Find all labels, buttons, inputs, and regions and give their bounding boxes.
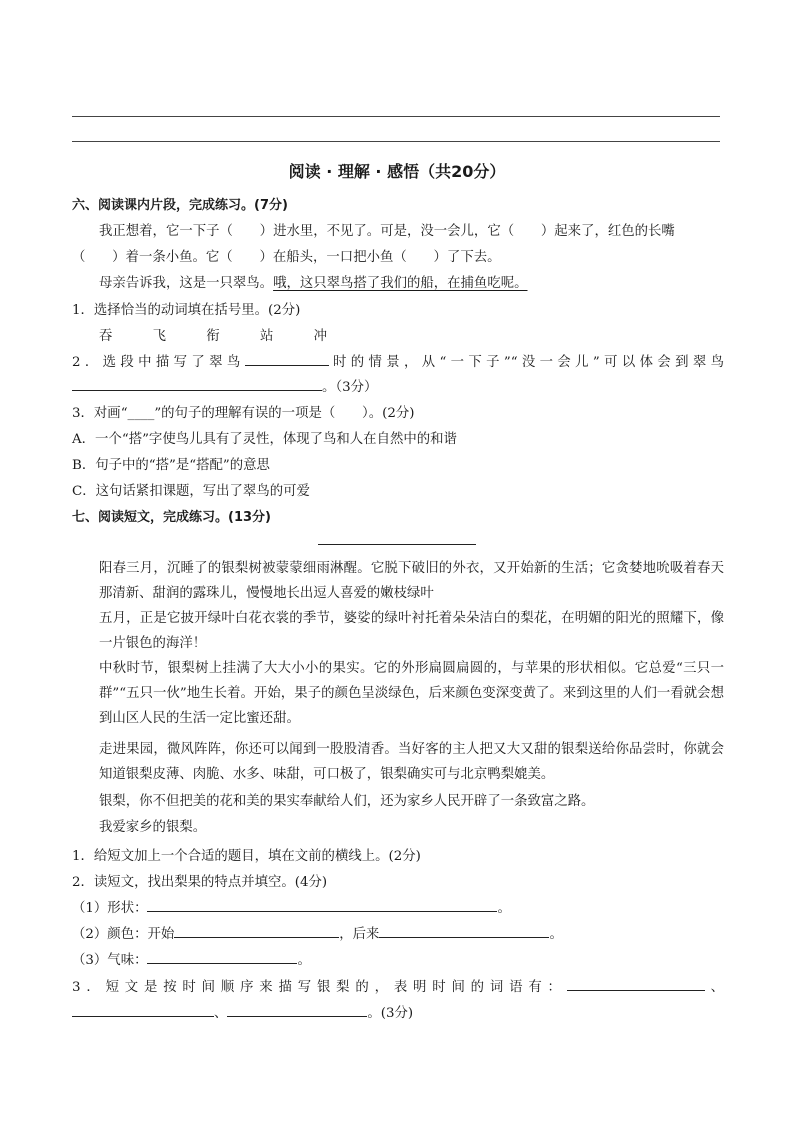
sec7-q2-color bbox=[72, 923, 724, 942]
answer-blank[interactable] bbox=[245, 352, 329, 366]
paragraph-text: 阳春三月，沉睡了的银梨树被蒙蒙细雨淋醒。它脱下破旧的外衣，又开始新的生活；它贪婪地吮吸着春天那清新、甜润的露珠儿，慢慢地长出逗人喜爱的嫩枝绿叶 bbox=[99, 561, 724, 601]
sec7-paragraph-4 bbox=[72, 737, 724, 787]
answer-blank[interactable] bbox=[72, 377, 322, 391]
q2-points: 。（3分） bbox=[322, 380, 378, 395]
q2-color-label: （2）颜色：开始 bbox=[72, 927, 175, 942]
verb-option: 衔 bbox=[206, 329, 220, 344]
answer-blank[interactable] bbox=[227, 1003, 367, 1017]
answer-blank[interactable] bbox=[379, 924, 549, 938]
q2-smell-label: （3）气味： bbox=[72, 953, 148, 968]
answer-blank[interactable] bbox=[174, 924, 339, 938]
sec7-q2-smell bbox=[72, 949, 724, 968]
title-answer-line[interactable] bbox=[318, 544, 476, 545]
sec6-q2-line1 bbox=[72, 351, 724, 370]
answer-blank[interactable] bbox=[147, 950, 297, 964]
answer-blank[interactable] bbox=[567, 977, 705, 991]
sec6-option-a: A．一个“搭”字使鸟儿具有了灵性，体现了鸟和人在自然中的和谐 bbox=[72, 432, 457, 447]
paragraph-text: 我爱家乡的银梨。 bbox=[99, 820, 207, 835]
sec7-q3-line1 bbox=[72, 976, 724, 995]
paragraph-text: 中秋时节，银梨树上挂满了大大小小的果实。它的外形扁圆扁圆的，与苹果的形状相似。它总爱“三只一群”“五只一伙”地生长着。开始，果子的颜色呈淡绿色，后来颜色变深变黄了。来到这里的人们一看就会想到山区人民的生活一定比蜜还甜。 bbox=[99, 661, 724, 726]
sec7-heading: 七、阅读短文，完成练习。(13分) bbox=[72, 510, 271, 525]
passage-underlined-sentence: 哦，这只翠鸟搭了我们的船，在捕鱼吃呢。 bbox=[273, 276, 528, 291]
sec6-option-c: C．这句话紧扣课题，写出了翠鸟的可爱 bbox=[72, 484, 310, 499]
punct: 、 bbox=[704, 980, 724, 995]
sec7-paragraph-6 bbox=[72, 815, 724, 840]
q2-text: 2．选段中描写了翠鸟 bbox=[72, 355, 245, 370]
section-title: 阅读 · 理解 · 感悟（共20分） bbox=[288, 162, 506, 181]
sec6-q2-line2 bbox=[72, 376, 724, 395]
sec7-q2-shape bbox=[72, 897, 724, 916]
verb-option: 站 bbox=[259, 329, 274, 344]
sec6-passage-line2: （ ）着一条小鱼。它（ ）在船头，一口把小鱼（ ）了下去。 bbox=[72, 250, 501, 265]
sec7-paragraph-5 bbox=[72, 789, 724, 814]
verb-option: 吞 bbox=[99, 329, 113, 344]
passage-plain: 母亲告诉我，这是一只翠鸟。 bbox=[99, 276, 274, 291]
sec7-paragraph-2 bbox=[72, 606, 724, 656]
verb-options bbox=[72, 325, 751, 344]
paragraph-text: 五月，正是它披开绿叶白花衣裳的季节，婆娑的绿叶衬托着朵朵洁白的梨花，在明媚的阳光的照耀下，像一片银色的海洋！ bbox=[99, 611, 724, 651]
header-rule-bottom bbox=[72, 141, 720, 142]
q2-color-mid: ，后来 bbox=[339, 927, 380, 942]
punct: 。 bbox=[497, 901, 511, 916]
answer-blank[interactable] bbox=[72, 1003, 214, 1017]
q2-text: 时的情景，从“一下子”“没一会儿”可以体会到翠鸟 bbox=[328, 355, 724, 370]
q3-text: 3．短文是按时间顺序来描写银梨的，表明时间的词语有： bbox=[72, 980, 567, 995]
punct: 。 bbox=[549, 927, 563, 942]
sec7-paragraph-1 bbox=[72, 556, 724, 606]
q3-points: 。(3分) bbox=[367, 1006, 414, 1021]
sec6-q3: 3．对画“____”的句子的理解有误的一项是（ ）。(2分) bbox=[72, 406, 415, 421]
q2-shape-label: （1）形状： bbox=[72, 901, 148, 916]
sec7-q2: 2．读短文，找出梨果的特点并填空。(4分) bbox=[72, 875, 328, 890]
punct: 、 bbox=[214, 1006, 228, 1021]
verb-option: 冲 bbox=[313, 329, 328, 344]
sec7-paragraph-3 bbox=[72, 656, 724, 731]
sec6-heading: 六、阅读课内片段，完成练习。(7分) bbox=[72, 198, 288, 213]
verb-option: 飞 bbox=[152, 329, 167, 344]
sec6-q1: 1．选择恰当的动词填在括号里。(2分) bbox=[72, 303, 301, 318]
sec7-q1: 1．给短文加上一个合适的题目，填在文前的横线上。(2分) bbox=[72, 849, 421, 864]
header-rule-top bbox=[72, 116, 720, 117]
punct: 。 bbox=[297, 953, 311, 968]
sec6-passage-line3 bbox=[72, 272, 751, 291]
sec7-q3-line2 bbox=[72, 1002, 724, 1021]
paragraph-text: 走进果园，微风阵阵，你还可以闻到一股股清香。当好客的主人把又大又甜的银梨送给你品尝时，你就会知道银梨皮薄、肉脆、水多、味甜，可口极了，银梨确实可与北京鸭梨媲美。 bbox=[99, 742, 724, 782]
paragraph-text: 银梨，你不但把美的花和美的果实奉献给人们，还为家乡人民开辟了一条致富之路。 bbox=[99, 794, 595, 809]
sec6-option-b: B．句子中的“搭”是“搭配”的意思 bbox=[72, 458, 270, 473]
sec6-passage-line1: 我正想着，它一下子（ ）进水里，不见了。可是，没一会儿，它（ ）起来了，红色的长嘴 bbox=[99, 224, 675, 239]
answer-blank[interactable] bbox=[147, 898, 497, 912]
